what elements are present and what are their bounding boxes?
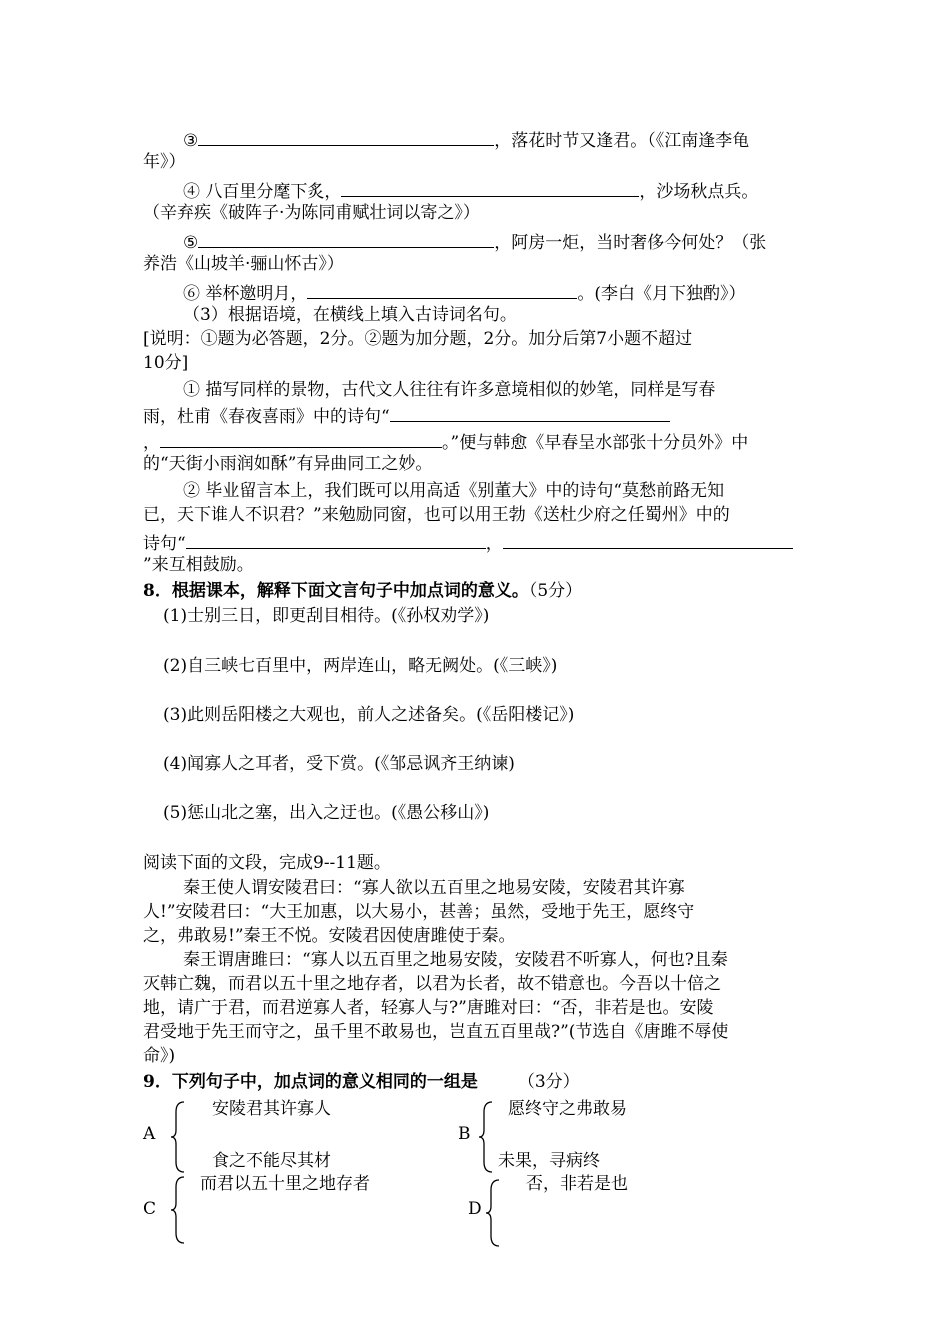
option-a-bottom: 食之不能尽其材 (212, 1151, 331, 1171)
option-d-label[interactable]: D (468, 1199, 482, 1219)
answer-blank[interactable] (198, 228, 494, 248)
option-b-label[interactable]: B (458, 1124, 471, 1144)
option-b-bottom: 未果，寻病终 (498, 1151, 600, 1171)
option-c-brace (170, 1175, 190, 1245)
sec3-p1-line3: ， 。”便与韩愈《早春呈水部张十分员外》中 (143, 428, 748, 455)
reading-intro: 阅读下面的文段，完成9--11题。 (143, 853, 391, 873)
sec3-p2-line2: 已，天下谁人不识君？”来勉励同窗，也可以用王勃《送杜少府之任蜀州》中的 (143, 505, 730, 525)
reading-p2-line2: 灭韩亡魏，而君以五十里之地存者，以君为长者，故不错意也。今吾以十倍之 (143, 974, 721, 994)
sec3-p1-line2: 雨，杜甫《春夜喜雨》中的诗句“ (143, 402, 670, 429)
reading-p2-line3: 地，请广于君，而君逆寡人者，轻寡人与?”唐雎对曰：“否，非若是也。安陵 (143, 998, 714, 1018)
section3-note: [说明：①题为必答题，2分。②题为加分题，2分。加分后第7小题不超过 (143, 329, 693, 349)
sec3-p1-line1: ① 描写同样的景物，古代文人往往有许多意境相似的妙笔，同样是写春 (183, 380, 716, 400)
section3-title: （3）根据语境，在横线上填入古诗词名句。 (183, 305, 517, 325)
poem-q5-line2: 养浩《山坡羊·骊山怀古》） (143, 254, 344, 274)
answer-blank[interactable] (307, 279, 577, 299)
poem-q3-line2: 年》） (143, 152, 186, 172)
answer-blank[interactable] (160, 428, 442, 448)
q8-title: 8．根据课本，解释下面文言句子中加点词的意义。（5分） (143, 581, 583, 601)
option-d-top: 否，非若是也 (526, 1174, 628, 1194)
answer-blank[interactable] (503, 529, 793, 549)
answer-blank[interactable] (198, 126, 494, 146)
poem-q3-line1: ③ ，落花时节又逢君。（《江南逢李龟 (183, 126, 749, 153)
sec3-p2-line4: ”来互相鼓励。 (143, 555, 254, 575)
option-b-top: 愿终守之弗敢易 (508, 1099, 627, 1119)
reading-p2-line4: 君受地于先王而守之，虽千里不敢易也，岂直五百里哉?”(节选自《唐雎不辱使 (143, 1022, 729, 1042)
option-c-top: 而君以五十里之地存者 (200, 1174, 370, 1194)
reading-p2-line1: 秦王谓唐雎曰：“寡人以五百里之地易安陵，安陵君不听寡人，何也?且秦 (183, 950, 728, 970)
reading-p2-line5: 命》) (143, 1046, 176, 1066)
q8-item: (1)士别三日，即更刮目相待。(《孙权劝学》) (163, 606, 490, 626)
sec3-p2-line1: ② 毕业留言本上，我们既可以用高适《别董大》中的诗句“莫愁前路无知 (183, 481, 725, 501)
poem-q6: ⑥ 举杯邀明月， 。(李白《月下独酌》） (183, 279, 746, 306)
section3-note-cont: 10分] (143, 353, 189, 373)
answer-blank[interactable] (390, 402, 670, 422)
option-d-brace (485, 1178, 505, 1248)
q8-item: (4)闻寡人之耳者，受下赏。(《邹忌讽齐王纳谏) (163, 754, 515, 774)
reading-p1-line3: 之，弗敢易!”秦王不悦。安陵君因使唐雎使于秦。 (143, 926, 516, 946)
option-c-label[interactable]: C (143, 1199, 157, 1219)
q8-item: (3)此则岳阳楼之大观也，前人之述备矣。(《岳阳楼记》) (163, 705, 575, 725)
option-a-brace (170, 1100, 190, 1174)
q9-title: 9．下列句子中，加点词的意义相同的一组是 （3分） (143, 1072, 580, 1092)
answer-blank[interactable] (341, 177, 639, 197)
option-a-top: 安陵君其许寡人 (212, 1099, 331, 1119)
poem-q5-line1: ⑤ ，阿房一炬，当时奢侈今何处？（张 (183, 228, 766, 255)
option-b-brace (478, 1100, 498, 1174)
reading-p1-line1: 秦王使人谓安陵君曰：“寡人欲以五百里之地易安陵，安陵君其许寡 (183, 878, 685, 898)
option-a-label[interactable]: A (143, 1124, 156, 1144)
poem-q4-line1: ④ 八百里分麾下炙， ，沙场秋点兵。 (183, 177, 758, 204)
sec3-p1-line4: 的“天街小雨润如酥”有异曲同工之妙。 (143, 454, 433, 474)
sec3-p2-line3: 诗句“ ， (143, 529, 793, 556)
poem-q4-line2: （辛弃疾《破阵子·为陈同甫赋壮词以寄之》） (143, 203, 480, 223)
q8-item: (2)自三峡七百里中，两岸连山，略无阙处。(《三峡》) (163, 656, 558, 676)
answer-blank[interactable] (186, 529, 486, 549)
reading-p1-line2: 人!”安陵君曰：“大王加惠，以大易小，甚善；虽然，受地于先王，愿终守 (143, 902, 695, 922)
q8-item: (5)惩山北之塞，出入之迂也。(《愚公移山》) (163, 803, 490, 823)
